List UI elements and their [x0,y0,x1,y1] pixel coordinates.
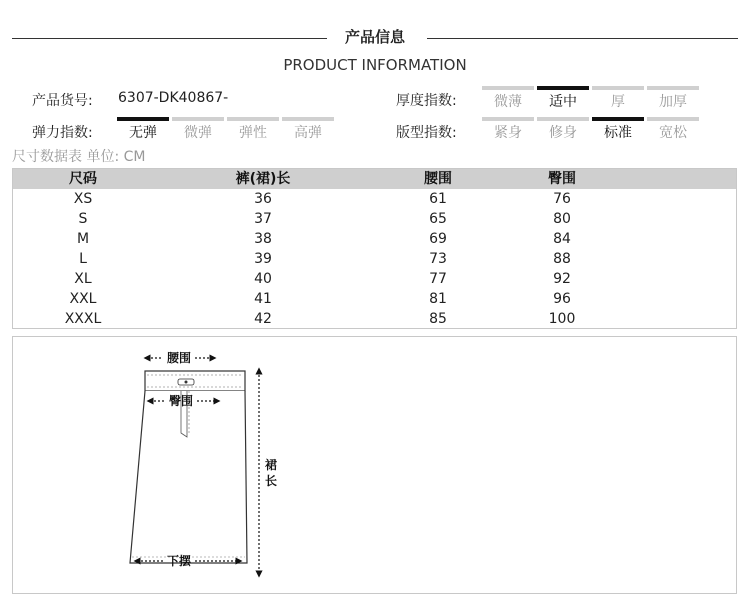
size-table-cell: 38 [254,231,272,247]
elasticity-label: 弹力指数: [32,125,93,141]
elasticity-option-1: 无弹 [117,117,169,142]
size-table-cell: 81 [429,291,447,307]
hip-label: 臀围 [168,394,194,408]
size-table-header-cell: 腰围 [424,171,452,187]
skirt-body [130,391,247,563]
size-table-cell: 88 [553,251,571,267]
size-table-cell: 37 [254,211,272,227]
fit-option-3: 标准 [592,117,644,142]
size-table-cell: XS [73,191,93,207]
size-table-cell: 76 [553,191,571,207]
size-table-cell: 65 [429,211,447,227]
elasticity-option-3: 弹性 [227,117,279,142]
thickness-option-4: 加厚 [647,86,699,111]
size-table-cell: 100 [548,311,576,327]
thickness-option-2: 适中 [537,86,589,111]
page-title: 产品信息 [344,28,405,46]
size-table-cell: 61 [429,191,447,207]
size-table-cell: 96 [553,291,571,307]
size-table-cell: M [76,231,90,247]
page-subtitle: PRODUCT INFORMATION [283,56,467,74]
fit-option-2: 修身 [537,117,589,142]
fit-label: 版型指数: [396,125,457,141]
fit-option-1: 紧身 [482,117,534,142]
size-table-cell: 40 [254,271,272,287]
product-code-label: 产品货号: [32,93,93,109]
size-table-cell: XXL [69,291,97,307]
size-table-cell: 69 [429,231,447,247]
size-table-cell: XXXL [64,311,102,327]
length-label-bottom: 长 [264,474,278,488]
size-table-header-cell: 尺码 [69,171,97,187]
size-table-cell: XL [74,271,92,287]
waist-label: 腰围 [166,351,192,365]
size-table-cell: 39 [254,251,272,267]
size-table-cell: S [78,211,88,227]
thickness-option-1: 微薄 [482,86,534,111]
thickness-option-3: 厚 [592,86,644,111]
product-code-value: 6307-DK40867- [118,90,229,106]
size-table-cell: L [79,251,87,267]
size-table-cell: 92 [553,271,571,287]
size-table-cell: 73 [429,251,447,267]
size-table-cell: 80 [553,211,571,227]
elasticity-option-2: 微弹 [172,117,224,142]
size-table-cell: 36 [254,191,272,207]
size-table-caption: 尺寸数据表 单位: CM [12,149,146,165]
skirt-diagram-panel [12,336,737,594]
waistband [145,371,245,391]
size-table-cell: 85 [429,311,447,327]
size-table [12,168,737,329]
size-table-cell: 41 [254,291,272,307]
thickness-label: 厚度指数: [396,93,457,109]
fit-option-4: 宽松 [647,117,699,142]
length-label-top: 裙 [264,458,278,472]
size-table-cell: 84 [553,231,571,247]
size-table-header-cell: 裤(裙)长 [235,171,291,187]
elasticity-option-4: 高弹 [282,117,334,142]
size-table-cell: 42 [254,311,272,327]
size-table-cell: 77 [429,271,447,287]
size-table-header-cell: 臀围 [548,171,576,187]
hem-label: 下摆 [166,554,192,568]
skirt-diagram [13,337,736,593]
